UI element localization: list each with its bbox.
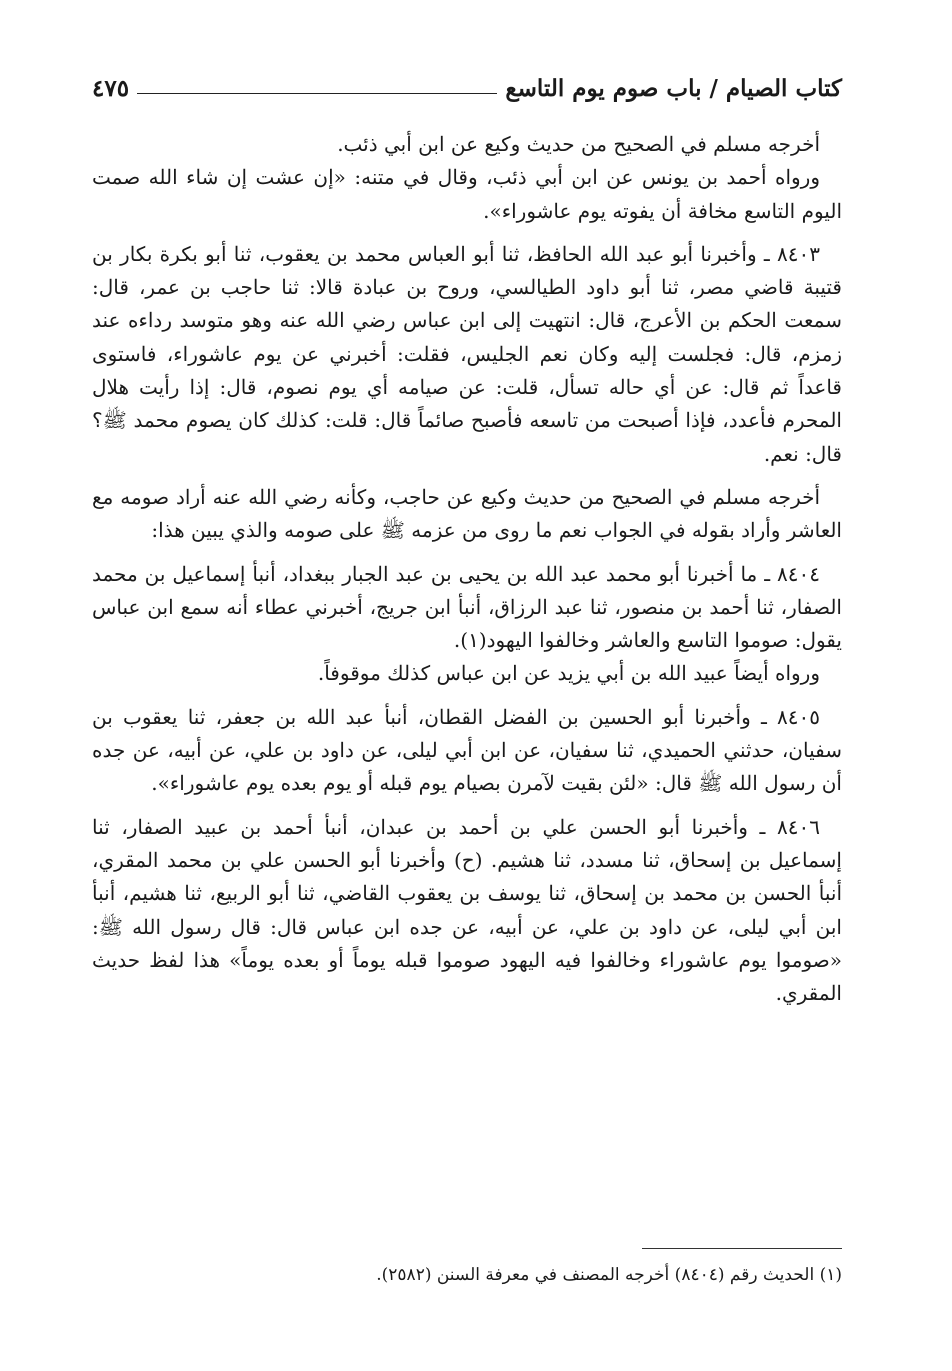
page-number: ٤٧٥ (92, 75, 130, 102)
footnote-separator (642, 1248, 842, 1249)
header-rule (137, 93, 497, 94)
hadith-8405: ٨٤٠٥ ـ وأخبرنا أبو الحسين بن الفضل القطان، أنبأ عبد الله بن جعفر، ثنا يعقوب بن سفيان، حدثني الحميدي، ثنا سفيان، عن ابن أبي ليلى، عن داود بن علي، عن أبيه، عن جده أن رسول الله ﷺ قال: «لئن بقيت لآمرن بصيام يوم قبله أو يوم بعده يوم عاشوراء». (92, 704, 842, 796)
paragraph: أخرجه مسلم في الصحيح من حديث وكيع عن ابن أبي ذئب. (337, 132, 820, 156)
hadith-8403: ٨٤٠٣ ـ وأخبرنا أبو عبد الله الحافظ، ثنا أبو العباس محمد بن يعقوب، ثنا أبو بكرة بكار بن قتيبة قاضي مصر، ثنا أبو داود الطيالسي، وروح بن عبادة قالا: ثنا حاجب بن عمر، قال: سمعت الحكم بن الأعرج، قال: انتهيت إلى ابن عباس رضي الله عنه وهو متوسد رداءه عند زمزم، قال: فجلست إليه وكان نعم الجليس، فقلت: أخبرني عن يوم عاشوراء، فاستوى قاعداً ثم قال: عن أي حاله تسأل، قلت: عن صيامه أي يوم نصوم، قال: إذا رأيت هلال المحرم فأعدد، فإذا أصبحت من تاسعه فأصبح صائماً قال: قلت: كذلك كان يصوم محمد ﷺ؟ قال: نعم. (92, 241, 842, 466)
paragraph: أخرجه مسلم في الصحيح من حديث وكيع عن حاجب، وكأنه رضي الله عنه أراد صومه مع العاشر وأراد بقوله في الجواب نعم ما روى من عزمه ﷺ على صومه والذي يبين هذا: (92, 484, 842, 543)
footnote: (١) الحديث رقم (٨٤٠٤) أخرجه المصنف في معرفة السنن (٢٥٨٢). (376, 1265, 842, 1285)
running-header (92, 62, 842, 102)
paragraph: ورواه أيضاً عبيد الله بن أبي يزيد عن ابن عباس كذلك موقوفاً. (317, 661, 820, 686)
main-text (92, 128, 842, 1010)
header-title: كتاب الصيام / باب صوم يوم التاسع (505, 75, 842, 102)
paragraph: ورواه أحمد بن يونس عن ابن أبي ذئب، وقال في متنه: «إن عشت إن شاء الله صمت اليوم التاسع مخافة أن يفوته يوم عاشوراء». (92, 165, 842, 223)
hadith-8406: ٨٤٠٦ ـ وأخبرنا أبو الحسن علي بن أحمد بن عبدان، أنبأ أحمد بن عبيد الصفار، ثنا إسماعيل بن إسحاق، ثنا مسدد، ثنا هشيم. (ح) وأخبرنا أبو الحسن علي بن محمد المقري، أنبأ الحسن بن محمد بن إسحاق، ثنا يوسف بن يعقوب القاضي، ثنا أبو الربيع، ثنا هشيم، أنبأ ابن أبي ليلى، عن داود بن علي، عن أبيه، عن جده ابن عباس قال: قال رسول الله ﷺ: «صوموا يوم عاشوراء وخالفوا فيه اليهود صوموا قبله يوماً أو بعده يوماً» هذا لفظ حديث المقري. (92, 814, 842, 1006)
hadith-8404: ٨٤٠٤ ـ ما أخبرنا أبو محمد عبد الله بن يحيى بن عبد الجبار ببغداد، أنبأ إسماعيل بن محمد الصفار، ثنا أحمد بن منصور، ثنا عبد الرزاق، أنبأ ابن جريج، أخبرني عطاء أنه سمع ابن عباس يقول: صوموا التاسع والعاشر وخالفوا اليهود(١). (92, 561, 842, 653)
